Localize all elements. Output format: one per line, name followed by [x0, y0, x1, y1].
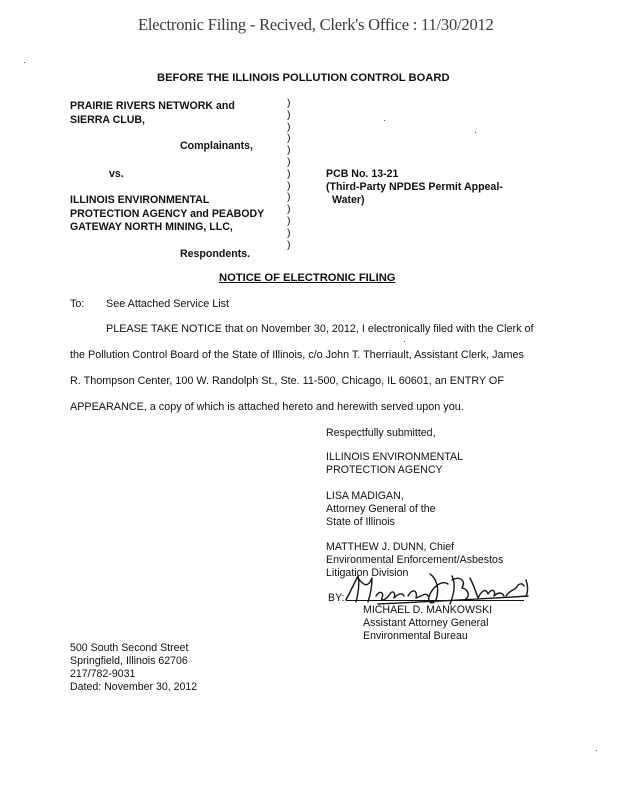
- versus-label: vs.: [109, 168, 124, 180]
- chief-name: MATTHEW J. DUNN, Chief: [326, 541, 455, 553]
- attorney-general-name: LISA MADIGAN,: [326, 490, 404, 502]
- attorney-general-title-2: State of Illinois: [326, 516, 395, 528]
- respondent-line-2: PROTECTION AGENCY and PEABODY: [70, 208, 265, 220]
- case-description-line-1: (Third-Party NPDES Permit Appeal-: [326, 181, 503, 193]
- address-line-1: 500 South Second Street: [70, 642, 189, 654]
- case-description-line-2: Water): [332, 194, 365, 206]
- respondent-line-3: GATEWAY NORTH MINING, LLC,: [70, 221, 233, 233]
- scan-speck: [24, 62, 25, 63]
- complainant-line-1: PRAIRIE RIVERS NETWORK and: [70, 100, 235, 112]
- address-line-2: Springfield, Illinois 62706: [70, 655, 188, 667]
- to-recipient: See Attached Service List: [106, 298, 230, 310]
- respondent-line-1: ILLINOIS ENVIRONMENTAL: [70, 194, 210, 206]
- scan-speck: [404, 341, 405, 342]
- attorney-general-title-1: Attorney General of the: [326, 503, 436, 515]
- chief-title-1: Environmental Enforcement/Asbestos: [326, 554, 504, 566]
- scan-speck: [475, 132, 476, 133]
- agency-line-2: PROTECTION AGENCY: [326, 464, 443, 476]
- by-label: BY:: [328, 592, 345, 604]
- notice-body-line-2: the Pollution Control Board of the State of Illinois, c/o John T. Therriault, Assistant Clerk, James: [70, 349, 524, 361]
- filing-stamp: Electronic Filing - Recived, Clerk's Office : 11/30/2012: [138, 15, 494, 34]
- notice-title: NOTICE OF ELECTRONIC FILING: [219, 272, 396, 284]
- signer-title-2: Environmental Bureau: [363, 630, 468, 642]
- case-number: PCB No. 13-21: [326, 168, 399, 180]
- signer-title-1: Assistant Attorney General: [363, 617, 489, 629]
- chief-title-2: Litigation Division: [326, 567, 409, 579]
- complainant-line-2: SIERRA CLUB,: [70, 114, 145, 126]
- signer-name: MICHAEL D. MANKOWSKI: [363, 604, 493, 616]
- board-title: BEFORE THE ILLINOIS POLLUTION CONTROL BOARD: [157, 72, 450, 84]
- respondents-label: Respondents.: [180, 248, 251, 260]
- caption-divider: ) ) ) ) ) ) ) ) ) ) ) ) ): [287, 97, 291, 251]
- date-line: Dated: November 30, 2012: [70, 681, 198, 693]
- closing: Respectfully submitted,: [326, 427, 436, 439]
- scan-speck: [384, 120, 385, 121]
- complainants-label: Complainants,: [180, 140, 253, 152]
- agency-line-1: ILLINOIS ENVIRONMENTAL: [326, 451, 463, 463]
- notice-body-line-4: APPEARANCE, a copy of which is attached hereto and herewith served upon you.: [70, 401, 464, 413]
- notice-body-line-3: R. Thompson Center, 100 W. Randolph St., Ste. 11-500, Chicago, IL 60601, an ENTRY OF: [70, 375, 504, 387]
- address-phone: 217/782-9031: [70, 668, 136, 680]
- notice-body-line-1: PLEASE TAKE NOTICE that on November 30, 2012, I electronically filed with the Clerk of: [106, 323, 534, 335]
- scan-speck: [596, 750, 597, 751]
- to-label: To:: [70, 298, 85, 310]
